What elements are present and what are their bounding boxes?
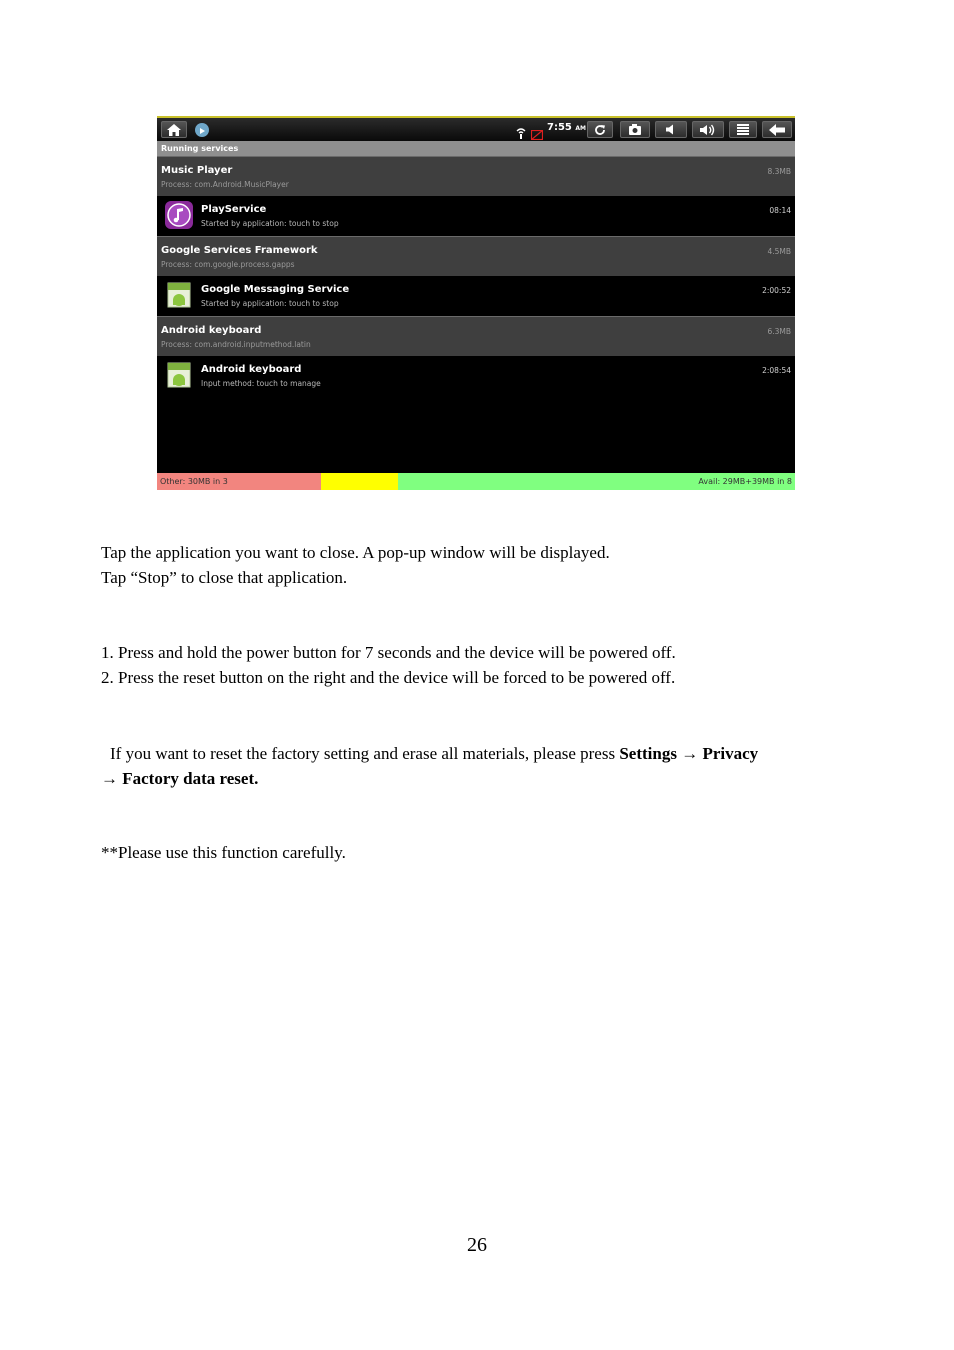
- settings-privacy-path: Settings → Privacy: [619, 744, 759, 763]
- memory-usage: 4.5MB: [767, 247, 791, 256]
- instruction-line: 2. Press the reset button on the right and the device will be forced to be powered off.: [101, 668, 676, 687]
- instruction-line: [101, 741, 758, 766]
- process-row-android-keyboard[interactable]: [157, 316, 795, 356]
- instruction-line: [101, 766, 758, 791]
- menu-icon: [737, 124, 749, 135]
- memory-usage: 8.3MB: [767, 167, 791, 176]
- menu-button[interactable]: [729, 121, 757, 138]
- camera-icon: [628, 124, 642, 135]
- media-play-icon: [195, 123, 209, 137]
- service-row-google-messaging[interactable]: [157, 276, 795, 316]
- instruction-line: 1. Press and hold the power button for 7 seconds and the device will be powered off.: [101, 643, 676, 662]
- running-services-screenshot: [157, 116, 795, 490]
- process-name: Process: com.android.inputmethod.latin: [161, 340, 311, 349]
- instruction-line: Tap the application you want to close. A pop-up window will be displayed.: [101, 543, 610, 562]
- service-description: Started by application: touch to stop: [201, 299, 339, 308]
- music-note-icon: [165, 201, 193, 229]
- memory-cached-segment: [321, 473, 398, 490]
- service-title: PlayService: [201, 204, 267, 215]
- status-clock: 7:55 AM: [547, 122, 586, 133]
- refresh-icon: [594, 124, 606, 136]
- process-row-music-player[interactable]: [157, 156, 795, 196]
- instruction-paragraph: [101, 540, 610, 590]
- service-row-android-keyboard[interactable]: [157, 356, 795, 396]
- process-name: Process: com.google.process.gapps: [161, 260, 295, 269]
- back-arrow-icon: [769, 124, 785, 136]
- caution-note: **Please use this function carefully.: [101, 843, 346, 862]
- service-title: Android keyboard: [201, 364, 302, 375]
- service-run-time: 2:00:52: [762, 286, 791, 295]
- memory-usage-bar: [157, 473, 795, 490]
- service-run-time: 08:14: [769, 206, 791, 215]
- process-title: Music Player: [161, 165, 233, 176]
- memory-other-segment: Other: 30MB in 3: [157, 473, 321, 490]
- process-row-google-services-framework[interactable]: [157, 236, 795, 276]
- power-off-paragraph: [101, 640, 676, 690]
- process-title: Google Services Framework: [161, 245, 318, 256]
- page-number: 26: [467, 1234, 487, 1256]
- process-name: Process: com.Android.MusicPlayer: [161, 180, 289, 189]
- status-bar: [157, 116, 795, 141]
- reset-text: If you want to reset the factory setting and erase all materials, please press: [110, 744, 616, 763]
- memory-usage: 6.3MB: [767, 327, 791, 336]
- service-row-playservice[interactable]: [157, 196, 795, 236]
- factory-reset-paragraph: [101, 741, 758, 791]
- factory-data-reset-path: → Factory data reset.: [101, 769, 259, 788]
- service-title: Google Messaging Service: [201, 284, 350, 295]
- running-services-header: Running services: [157, 141, 795, 156]
- screenshot-button[interactable]: [620, 121, 650, 138]
- home-button[interactable]: [161, 121, 187, 138]
- service-description: Started by application: touch to stop: [201, 219, 339, 228]
- memory-available-segment: Avail: 29MB+39MB in 8: [398, 473, 795, 490]
- service-description: Input method: touch to manage: [201, 379, 321, 388]
- volume-up-icon: [699, 124, 717, 136]
- volume-down-icon: [665, 124, 677, 135]
- instruction-line: Tap “Stop” to close that application.: [101, 568, 348, 587]
- back-button[interactable]: [762, 121, 792, 138]
- android-icon: [165, 281, 193, 309]
- android-icon: [165, 361, 193, 389]
- volume-up-button[interactable]: [692, 121, 724, 138]
- volume-down-button[interactable]: [655, 121, 687, 138]
- refresh-button[interactable]: [587, 121, 613, 138]
- home-icon: [167, 124, 181, 136]
- service-run-time: 2:08:54: [762, 366, 791, 375]
- process-title: Android keyboard: [161, 325, 262, 336]
